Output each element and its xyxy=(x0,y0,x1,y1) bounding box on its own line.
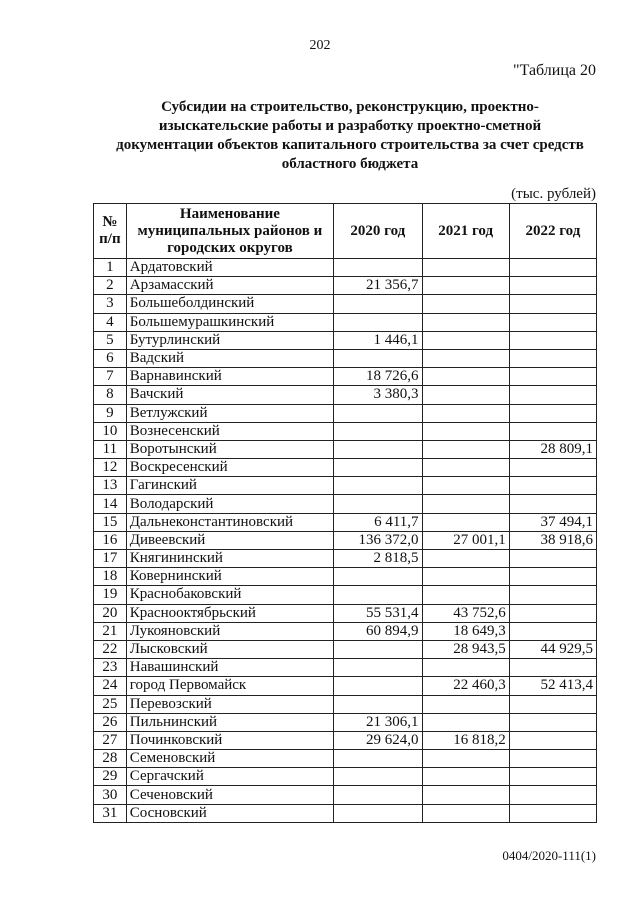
value-2021 xyxy=(422,695,509,713)
table-row xyxy=(94,513,597,531)
value-2020 xyxy=(334,750,423,768)
value-2020: 2 818,5 xyxy=(334,550,423,568)
value-2022 xyxy=(509,750,596,768)
value-2022 xyxy=(509,604,596,622)
row-number: 1 xyxy=(94,259,127,277)
value-2020 xyxy=(334,804,423,822)
value-2021 xyxy=(422,804,509,822)
value-2022 xyxy=(509,568,596,586)
value-2020: 55 531,4 xyxy=(334,604,423,622)
row-number: 2 xyxy=(94,277,127,295)
table-row xyxy=(94,659,597,677)
page-number: 202 xyxy=(309,38,331,53)
district-name: Ветлужский xyxy=(126,404,333,422)
table-row xyxy=(94,677,597,695)
table-row xyxy=(94,768,597,786)
value-2022 xyxy=(509,331,596,349)
value-2021 xyxy=(422,586,509,604)
district-name: Княгининский xyxy=(126,550,333,568)
value-2021 xyxy=(422,768,509,786)
value-2021: 22 460,3 xyxy=(422,677,509,695)
value-2021: 16 818,2 xyxy=(422,731,509,749)
value-2020: 29 624,0 xyxy=(334,731,423,749)
table-row xyxy=(94,459,597,477)
value-2020 xyxy=(334,313,423,331)
value-2021 xyxy=(422,277,509,295)
row-number: 22 xyxy=(94,640,127,658)
value-2021 xyxy=(422,349,509,367)
table-row xyxy=(94,695,597,713)
row-number: 31 xyxy=(94,804,127,822)
value-2020 xyxy=(334,404,423,422)
value-2022 xyxy=(509,386,596,404)
table-row xyxy=(94,313,597,331)
value-2021 xyxy=(422,404,509,422)
header-2022: 2022 год xyxy=(509,204,596,259)
value-2022 xyxy=(509,295,596,313)
value-2022 xyxy=(509,695,596,713)
value-2022 xyxy=(509,477,596,495)
district-name: Семеновский xyxy=(126,750,333,768)
value-2021 xyxy=(422,295,509,313)
table-header-row xyxy=(94,204,597,259)
value-2021 xyxy=(422,786,509,804)
row-number: 12 xyxy=(94,459,127,477)
value-2022 xyxy=(509,731,596,749)
row-number: 26 xyxy=(94,713,127,731)
district-name: Лукояновский xyxy=(126,622,333,640)
value-2020: 21 356,7 xyxy=(334,277,423,295)
table-row xyxy=(94,331,597,349)
district-name: Вознесенский xyxy=(126,422,333,440)
title-line: изыскательские работы и разработку проектно-сметной xyxy=(158,118,542,134)
table-row xyxy=(94,404,597,422)
value-2020: 3 380,3 xyxy=(334,386,423,404)
value-2021: 28 943,5 xyxy=(422,640,509,658)
district-name: Воротынский xyxy=(126,440,333,458)
value-2022 xyxy=(509,349,596,367)
district-name: Воскресенский xyxy=(126,459,333,477)
value-2020 xyxy=(334,659,423,677)
district-name: Пильнинский xyxy=(126,713,333,731)
value-2021 xyxy=(422,368,509,386)
value-2020 xyxy=(334,440,423,458)
row-number: 29 xyxy=(94,768,127,786)
district-name: Краснобаковский xyxy=(126,586,333,604)
header-2020: 2020 год xyxy=(334,204,423,259)
table-row xyxy=(94,622,597,640)
title-line: Субсидии на строительство, реконструкцию, проектно- xyxy=(161,99,539,115)
district-name: Сосновский xyxy=(126,804,333,822)
table-row xyxy=(94,277,597,295)
table-row xyxy=(94,440,597,458)
row-number: 3 xyxy=(94,295,127,313)
table-row xyxy=(94,713,597,731)
value-2021 xyxy=(422,313,509,331)
value-2020: 21 306,1 xyxy=(334,713,423,731)
value-2020: 6 411,7 xyxy=(334,513,423,531)
district-name: Навашинский xyxy=(126,659,333,677)
row-number: 20 xyxy=(94,604,127,622)
value-2022 xyxy=(509,313,596,331)
value-2021: 27 001,1 xyxy=(422,531,509,549)
row-number: 16 xyxy=(94,531,127,549)
value-2022 xyxy=(509,277,596,295)
value-2022 xyxy=(509,422,596,440)
value-2022 xyxy=(509,713,596,731)
value-2021 xyxy=(422,259,509,277)
value-2021 xyxy=(422,422,509,440)
table-row xyxy=(94,368,597,386)
value-2020 xyxy=(334,695,423,713)
value-2021 xyxy=(422,513,509,531)
title-line: документации объектов капитального строительства за счет средств xyxy=(116,137,584,153)
value-2021 xyxy=(422,659,509,677)
document-code: 0404/2020-111(1) xyxy=(502,848,596,863)
value-2022 xyxy=(509,804,596,822)
row-number: 23 xyxy=(94,659,127,677)
table-row xyxy=(94,422,597,440)
district-name: Вачский xyxy=(126,386,333,404)
value-2022: 44 929,5 xyxy=(509,640,596,658)
header-num: № п/п xyxy=(94,204,127,259)
district-name: Бутурлинский xyxy=(126,331,333,349)
table-row xyxy=(94,295,597,313)
value-2022 xyxy=(509,459,596,477)
value-2021 xyxy=(422,331,509,349)
district-name: Гагинский xyxy=(126,477,333,495)
value-2022 xyxy=(509,404,596,422)
value-2021: 18 649,3 xyxy=(422,622,509,640)
value-2021 xyxy=(422,440,509,458)
table-row xyxy=(94,750,597,768)
table-body xyxy=(94,259,597,823)
value-2022 xyxy=(509,495,596,513)
value-2021 xyxy=(422,713,509,731)
district-name: Ардатовский xyxy=(126,259,333,277)
row-number: 30 xyxy=(94,786,127,804)
value-2020: 18 726,6 xyxy=(334,368,423,386)
district-name: Лысковский xyxy=(126,640,333,658)
district-name: Краснооктябрьский xyxy=(126,604,333,622)
district-name: город Первомайск xyxy=(126,677,333,695)
table-row xyxy=(94,586,597,604)
value-2022 xyxy=(509,368,596,386)
document-title xyxy=(100,98,600,174)
value-2020 xyxy=(334,459,423,477)
units-label: (тыс. рублей) xyxy=(511,186,596,202)
value-2022: 38 918,6 xyxy=(509,531,596,549)
table-label: "Таблица 20 xyxy=(513,62,596,79)
value-2020 xyxy=(334,477,423,495)
table-row xyxy=(94,259,597,277)
header-name: Наименование муниципальных районов и городских округов xyxy=(126,204,333,259)
row-number: 7 xyxy=(94,368,127,386)
row-number: 6 xyxy=(94,349,127,367)
value-2020 xyxy=(334,349,423,367)
district-name: Большеболдинский xyxy=(126,295,333,313)
district-name: Сеченовский xyxy=(126,786,333,804)
header-2021: 2021 год xyxy=(422,204,509,259)
row-number: 5 xyxy=(94,331,127,349)
district-name: Ковернинский xyxy=(126,568,333,586)
table-row xyxy=(94,386,597,404)
value-2020 xyxy=(334,568,423,586)
value-2020 xyxy=(334,295,423,313)
row-number: 8 xyxy=(94,386,127,404)
district-name: Вадский xyxy=(126,349,333,367)
district-name: Дивеевский xyxy=(126,531,333,549)
table-row xyxy=(94,550,597,568)
row-number: 17 xyxy=(94,550,127,568)
row-number: 21 xyxy=(94,622,127,640)
value-2022 xyxy=(509,786,596,804)
value-2021 xyxy=(422,477,509,495)
value-2021 xyxy=(422,386,509,404)
table-row xyxy=(94,804,597,822)
row-number: 19 xyxy=(94,586,127,604)
district-name: Дальнеконстантиновский xyxy=(126,513,333,531)
table-row xyxy=(94,568,597,586)
table-row xyxy=(94,495,597,513)
district-name: Арзамасский xyxy=(126,277,333,295)
district-name: Починковский xyxy=(126,731,333,749)
row-number: 28 xyxy=(94,750,127,768)
district-name: Большемурашкинский xyxy=(126,313,333,331)
value-2020: 1 446,1 xyxy=(334,331,423,349)
row-number: 24 xyxy=(94,677,127,695)
value-2022 xyxy=(509,659,596,677)
value-2020 xyxy=(334,640,423,658)
value-2020 xyxy=(334,422,423,440)
value-2020 xyxy=(334,495,423,513)
table-row xyxy=(94,477,597,495)
row-number: 13 xyxy=(94,477,127,495)
value-2020: 60 894,9 xyxy=(334,622,423,640)
row-number: 27 xyxy=(94,731,127,749)
value-2022 xyxy=(509,586,596,604)
value-2022: 28 809,1 xyxy=(509,440,596,458)
district-name: Володарский xyxy=(126,495,333,513)
district-name: Перевозский xyxy=(126,695,333,713)
row-number: 15 xyxy=(94,513,127,531)
value-2022: 37 494,1 xyxy=(509,513,596,531)
value-2020 xyxy=(334,768,423,786)
value-2020 xyxy=(334,677,423,695)
district-name: Сергачский xyxy=(126,768,333,786)
value-2022: 52 413,4 xyxy=(509,677,596,695)
row-number: 9 xyxy=(94,404,127,422)
row-number: 11 xyxy=(94,440,127,458)
value-2022 xyxy=(509,622,596,640)
value-2022 xyxy=(509,550,596,568)
district-name: Варнавинский xyxy=(126,368,333,386)
table-row xyxy=(94,640,597,658)
row-number: 4 xyxy=(94,313,127,331)
value-2022 xyxy=(509,259,596,277)
value-2022 xyxy=(509,768,596,786)
value-2021 xyxy=(422,459,509,477)
value-2020: 136 372,0 xyxy=(334,531,423,549)
subsidy-table xyxy=(93,203,597,823)
value-2021 xyxy=(422,550,509,568)
row-number: 10 xyxy=(94,422,127,440)
value-2020 xyxy=(334,259,423,277)
table-row xyxy=(94,349,597,367)
table-row xyxy=(94,731,597,749)
value-2021: 43 752,6 xyxy=(422,604,509,622)
row-number: 14 xyxy=(94,495,127,513)
title-line: областного бюджета xyxy=(281,156,419,172)
value-2020 xyxy=(334,786,423,804)
table-row xyxy=(94,604,597,622)
value-2021 xyxy=(422,750,509,768)
row-number: 25 xyxy=(94,695,127,713)
value-2021 xyxy=(422,568,509,586)
row-number: 18 xyxy=(94,568,127,586)
table-row xyxy=(94,786,597,804)
value-2020 xyxy=(334,586,423,604)
table-row xyxy=(94,531,597,549)
value-2021 xyxy=(422,495,509,513)
